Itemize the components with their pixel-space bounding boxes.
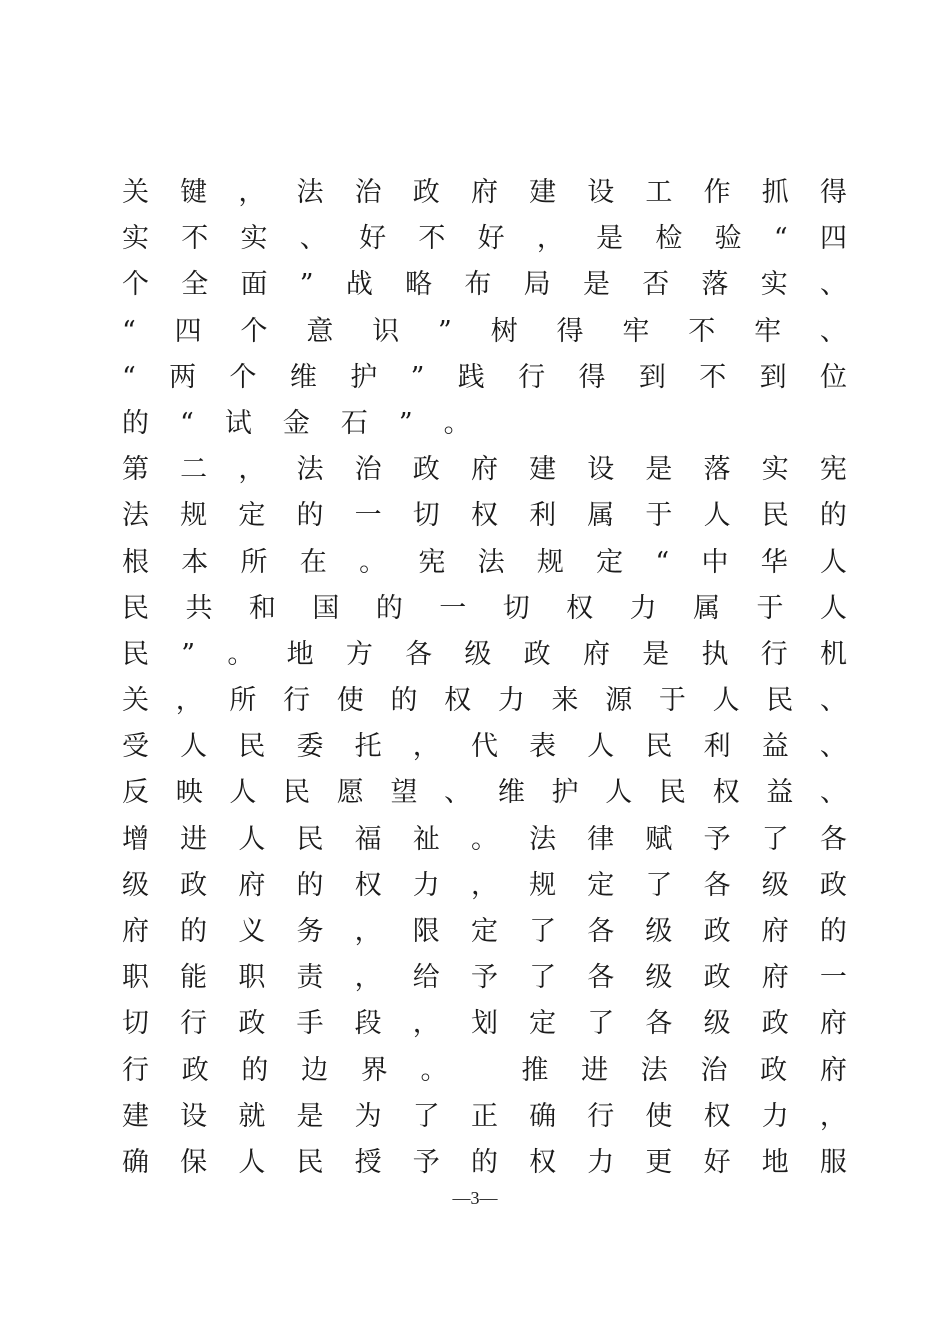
text-line: 的 “ 试 金 石 ” 。 — [122, 407, 471, 439]
text-line: 增 进 人 民 福 祉 。 法 律 赋 予 了 各 — [122, 823, 847, 855]
text-line: 受 人 民 委 托 ， 代 表 人 民 利 益 、 — [122, 731, 847, 763]
page-number: —3— — [452, 1188, 498, 1208]
text-line: 职 能 职 责 ， 给 予 了 各 级 政 府 一 — [122, 962, 847, 994]
text-line: “ 两 个 维 护 ” 践 行 得 到 不 到 位 — [122, 361, 847, 393]
text-line: 府 的 义 务 ， 限 定 了 各 级 政 府 的 — [122, 916, 847, 947]
text-line: 反 映 人 民 愿 望 、 维 护 人 民 权 益 、 — [122, 777, 847, 809]
text-line: 个 全 面 ” 战 略 布 局 是 否 落 实 、 — [122, 269, 847, 301]
text-line: 关 ， 所 行 使 的 权 力 来 源 于 人 民 、 — [122, 685, 847, 717]
text-line: 民 ” 。 地 方 各 级 政 府 是 执 行 机 — [122, 638, 847, 670]
text-line: 第 二 ， 法 治 政 府 建 设 是 落 实 宪 — [122, 454, 847, 486]
text-line: 民 共 和 国 的 一 切 权 力 属 于 人 — [122, 592, 847, 624]
text-line: 法 规 定 的 一 切 权 利 属 于 人 民 的 — [122, 500, 847, 532]
text-line: 实 不 实 、 好 不 好 ， 是 检 验 “ 四 — [122, 223, 847, 255]
text-line: 级 政 府 的 权 力 ， 规 定 了 各 级 政 — [122, 869, 847, 901]
text-line: 关 键 ， 法 治 政 府 建 设 工 作 抓 得 — [122, 177, 847, 208]
text-line: “ 四 个 意 识 ” 树 得 牢 不 牢 、 — [122, 315, 847, 347]
text-line: 建 设 就 是 为 了 正 确 行 使 权 力 ， — [122, 1100, 847, 1132]
text-line: 行 政 的 边 界 。 推 进 法 治 政 府 — [122, 1054, 847, 1086]
text-line: 根 本 所 在 。 宪 法 规 定 “ 中 华 人 — [122, 546, 847, 578]
body-text — [122, 170, 847, 1186]
text-line: 确 保 人 民 授 予 的 权 力 更 好 地 服 — [122, 1146, 847, 1178]
text-line: 切 行 政 手 段 ， 划 定 了 各 级 政 府 — [122, 1008, 847, 1040]
